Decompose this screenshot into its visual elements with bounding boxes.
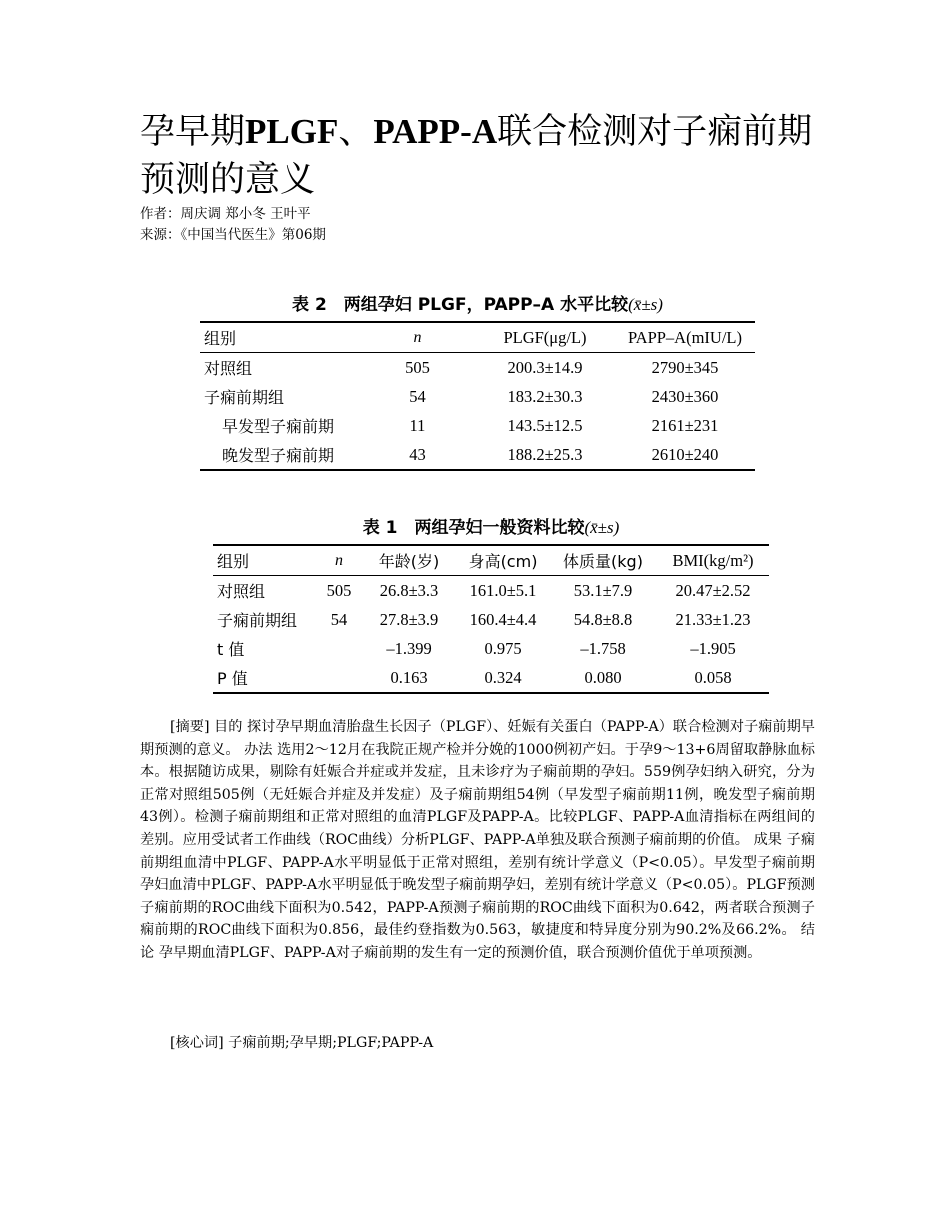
table-cell: 对照组: [217, 582, 266, 601]
table-cell: 161.0±5.1: [469, 580, 537, 600]
table-cell: 160.4±4.4: [469, 609, 537, 629]
table-cell: 27.8±3.9: [379, 609, 439, 629]
table-cell: [317, 663, 361, 693]
table-cell: 对照组: [204, 359, 253, 378]
table-cell: 188.2±25.3: [507, 444, 583, 464]
abstract-text: [摘要] 目的 探讨孕早期血清胎盘生长因子（PLGF）、妊娠有关蛋白（PAPP-A）联合检测对子痫前期早期预测的意义。 办法 选用2～12月在我院正规产检并分娩的1000例初产妇。于孕9～13+6周留取静脉血标本。根据随访成果，剔除有妊娠合并症或并发症，且未诊疗为子痫前期的孕妇。559例孕妇纳入研究，分为正常对照组505例（无妊娠合并症及并发症）及子痫前期组54例（早发型子痫前期11例，晚发型子痫前期43例）。检测子痫前期组和正常对照组的血清PLGF及PAPP-A。比较PLGF、PAPP-A血清指标在两组间的差别。应用受试者工作曲线（ROC曲线）分析PLGF、PAPP-A单独及联合预测子痫前期的价值。 成果 子痫前期组血清中PLGF、PAPP-A水平明显低于正常对照组，差别有统计学意义（P<0.05）。早发型子痫前期孕妇血清中PLGF、PAPP-A水平明显低于晚发型子痫前期孕妇，差别有统计学意义（P<0.05）。PLGF预测子痫前期的ROC曲线下面积为0.542，PAPP-A预测子痫前期的ROC曲线下面积为0.642，两者联合预测子痫前期的ROC曲线下面积为0.856，最佳约登指数为0.563，敏捷度和特异度分别为90.2%及66.2%。 结论 孕早期血清PLGF、PAPP-A对子痫前期的发生有一定的预测价值，联合预测价值优于单项预测。: [140, 719, 815, 961]
table-cell: 2610±240: [651, 444, 719, 464]
table-cell: 54: [330, 609, 348, 629]
title-part: PLGF: [245, 112, 339, 151]
table-row: [213, 576, 769, 606]
table-cell: 0.080: [584, 667, 622, 687]
abstract: [140, 716, 815, 965]
column-header: 组别: [217, 552, 250, 571]
article-header: [140, 108, 815, 246]
table-1-caption: [213, 513, 769, 538]
keywords: [核心词] 子痫前期;孕早期;PLGF;PAPP-A: [170, 1035, 434, 1051]
table-cell: 0.324: [484, 667, 522, 687]
table-2-caption: [200, 290, 755, 315]
table-cell: 54: [409, 386, 426, 406]
table-row: [213, 605, 769, 634]
table-cell: 子痫前期组: [217, 611, 298, 630]
table-cell: t 值: [217, 640, 245, 659]
table-2-grid: [200, 321, 755, 471]
caption-stat: (x̄±s): [628, 295, 663, 314]
table-1-grid: [213, 544, 769, 694]
table-cell: 43: [409, 444, 426, 464]
article-title: [140, 108, 815, 204]
table-header-row: [200, 322, 755, 353]
table-cell: 505: [326, 580, 352, 600]
authors: 作者：周庆调 郑小冬 王叶平: [140, 206, 311, 222]
table-cell: 200.3±14.9: [507, 357, 583, 377]
table-2: [200, 290, 755, 471]
table-row: [213, 634, 769, 663]
table-cell: 晚发型子痫前期: [222, 446, 335, 465]
table-cell: 143.5±12.5: [507, 415, 583, 435]
column-header: PAPP–A(mIU/L): [628, 327, 742, 347]
caption-stat: (x̄±s): [584, 518, 620, 537]
title-part: PAPP-A: [373, 112, 498, 151]
table-cell: 0.975: [484, 638, 522, 658]
table-cell: 早发型子痫前期: [222, 417, 335, 436]
table-cell: 26.8±3.3: [379, 580, 439, 600]
table-row: [200, 353, 755, 383]
caption-text: 表 1 两组孕妇一般资料比较: [362, 518, 585, 538]
table-cell: 2161±231: [651, 415, 719, 435]
title-part: 联合检测对子痫前期预测的意义: [140, 112, 813, 200]
table-cell: 183.2±30.3: [507, 386, 583, 406]
column-header: 年龄(岁): [378, 552, 440, 571]
table-cell: 0.163: [390, 667, 428, 687]
table-row: [200, 440, 755, 470]
table-cell: 21.33±1.23: [675, 609, 751, 629]
table-cell: 2430±360: [651, 386, 719, 406]
table-cell: 11: [409, 415, 426, 435]
table-cell: –1.399: [386, 638, 432, 658]
column-header: BMI(kg/m²): [672, 550, 754, 570]
table-cell: –1.905: [690, 638, 736, 658]
table-row: [200, 382, 755, 411]
title-part: 孕早期: [140, 112, 246, 152]
title-part: 、: [338, 112, 374, 152]
table-cell: [317, 634, 361, 663]
table-header-row: [213, 545, 769, 576]
table-row: [200, 411, 755, 440]
table-cell: 子痫前期组: [204, 388, 285, 407]
column-header: 身高(cm): [468, 552, 538, 571]
table-row: [213, 663, 769, 693]
source: 来源：《中国当代医生》第06期: [140, 227, 326, 243]
table-cell: P 值: [217, 669, 248, 688]
table-cell: –1.758: [580, 638, 626, 658]
column-header: n: [335, 551, 343, 569]
table-cell: 505: [405, 357, 430, 377]
table-cell: 2790±345: [651, 357, 719, 377]
caption-text: 表 2 两组孕妇 PLGF，PAPP–A 水平比较: [292, 295, 629, 315]
table-cell: 53.1±7.9: [573, 580, 633, 600]
table-cell: 0.058: [694, 667, 732, 687]
column-header: 体质量(kg): [563, 552, 643, 571]
column-header: PLGF(μg/L): [503, 327, 587, 347]
table-cell: 20.47±2.52: [675, 580, 751, 600]
column-header: n: [413, 328, 422, 346]
table-1: [213, 513, 769, 694]
column-header: 组别: [204, 329, 237, 348]
table-cell: 54.8±8.8: [573, 609, 633, 629]
